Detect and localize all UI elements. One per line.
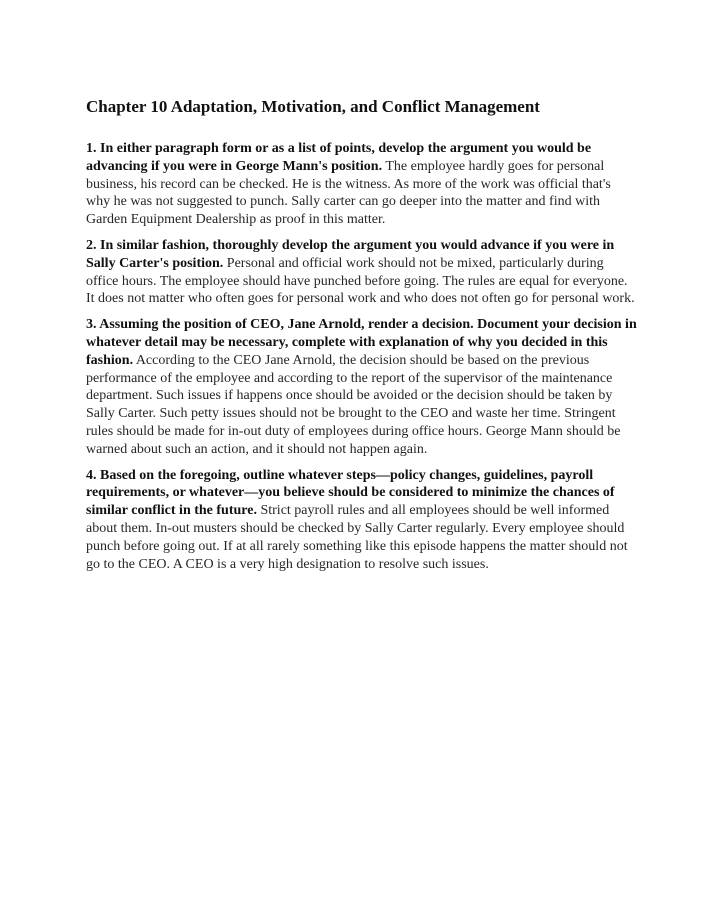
question-4: 4. Based on the foregoing, outline whatever steps—policy changes, guidelines, payroll requirements, or whatever—you believe should be considered to minimize the chances of similar conflict in the future. [86, 467, 615, 519]
section-2 [86, 237, 638, 308]
question-1: 1. In either paragraph form or as a list of points, develop the argument you would be advancing if you were in George Mann's position. [86, 141, 592, 174]
section-4 [86, 467, 638, 574]
answer-3: According to the CEO Jane Arnold, the decision should be based on the previous performance of the employee and according to the report of the supervisor of the maintenance department. Such issues if happens once should be avoided or the decision should be taken by Sally Carter. Such petty issues should not be brought to the CEO and waste her time. Stringent rules should be made for in-out duty of employees during office hours. George Mann should be warned about such an action, and it should not happen again. [86, 352, 621, 457]
question-2: 2. In similar fashion, thoroughly develop the argument you would advance if you were in Sally Carter's position. [86, 237, 615, 271]
section-1 [86, 140, 638, 229]
answer-2: Personal and official work should not be mixed, particularly during office hours. The employee should have punched before going. The rules are equal for everyone. It does not matter who often goes for personal work and who does not often go for personal work. [86, 255, 635, 307]
document-page [86, 96, 638, 581]
page-title: Chapter 10 Adaptation, Motivation, and Conflict Management [86, 97, 540, 116]
answer-4: Strict payroll rules and all employees should be well informed about them. In-out musters should be checked by Sally Carter regularly. Every employee should punch before going out. If at all rarely something like this episode happens the matter should not go to the CEO. A CEO is a very high designation to resolve such issues. [86, 503, 628, 572]
section-3 [86, 316, 638, 458]
answer-1: The employee hardly goes for personal business, his record can be checked. He is the witness. As more of the work was official that's why he was not suggested to punch. Sally carter can go deeper into the matter and find with Garden Equipment Dealership as proof in this matter. [86, 158, 611, 228]
question-3: 3. Assuming the position of CEO, Jane Arnold, render a decision. Document your decision in whatever detail may be necessary, complete with explanation of why you decided in this fashion. [86, 317, 637, 368]
